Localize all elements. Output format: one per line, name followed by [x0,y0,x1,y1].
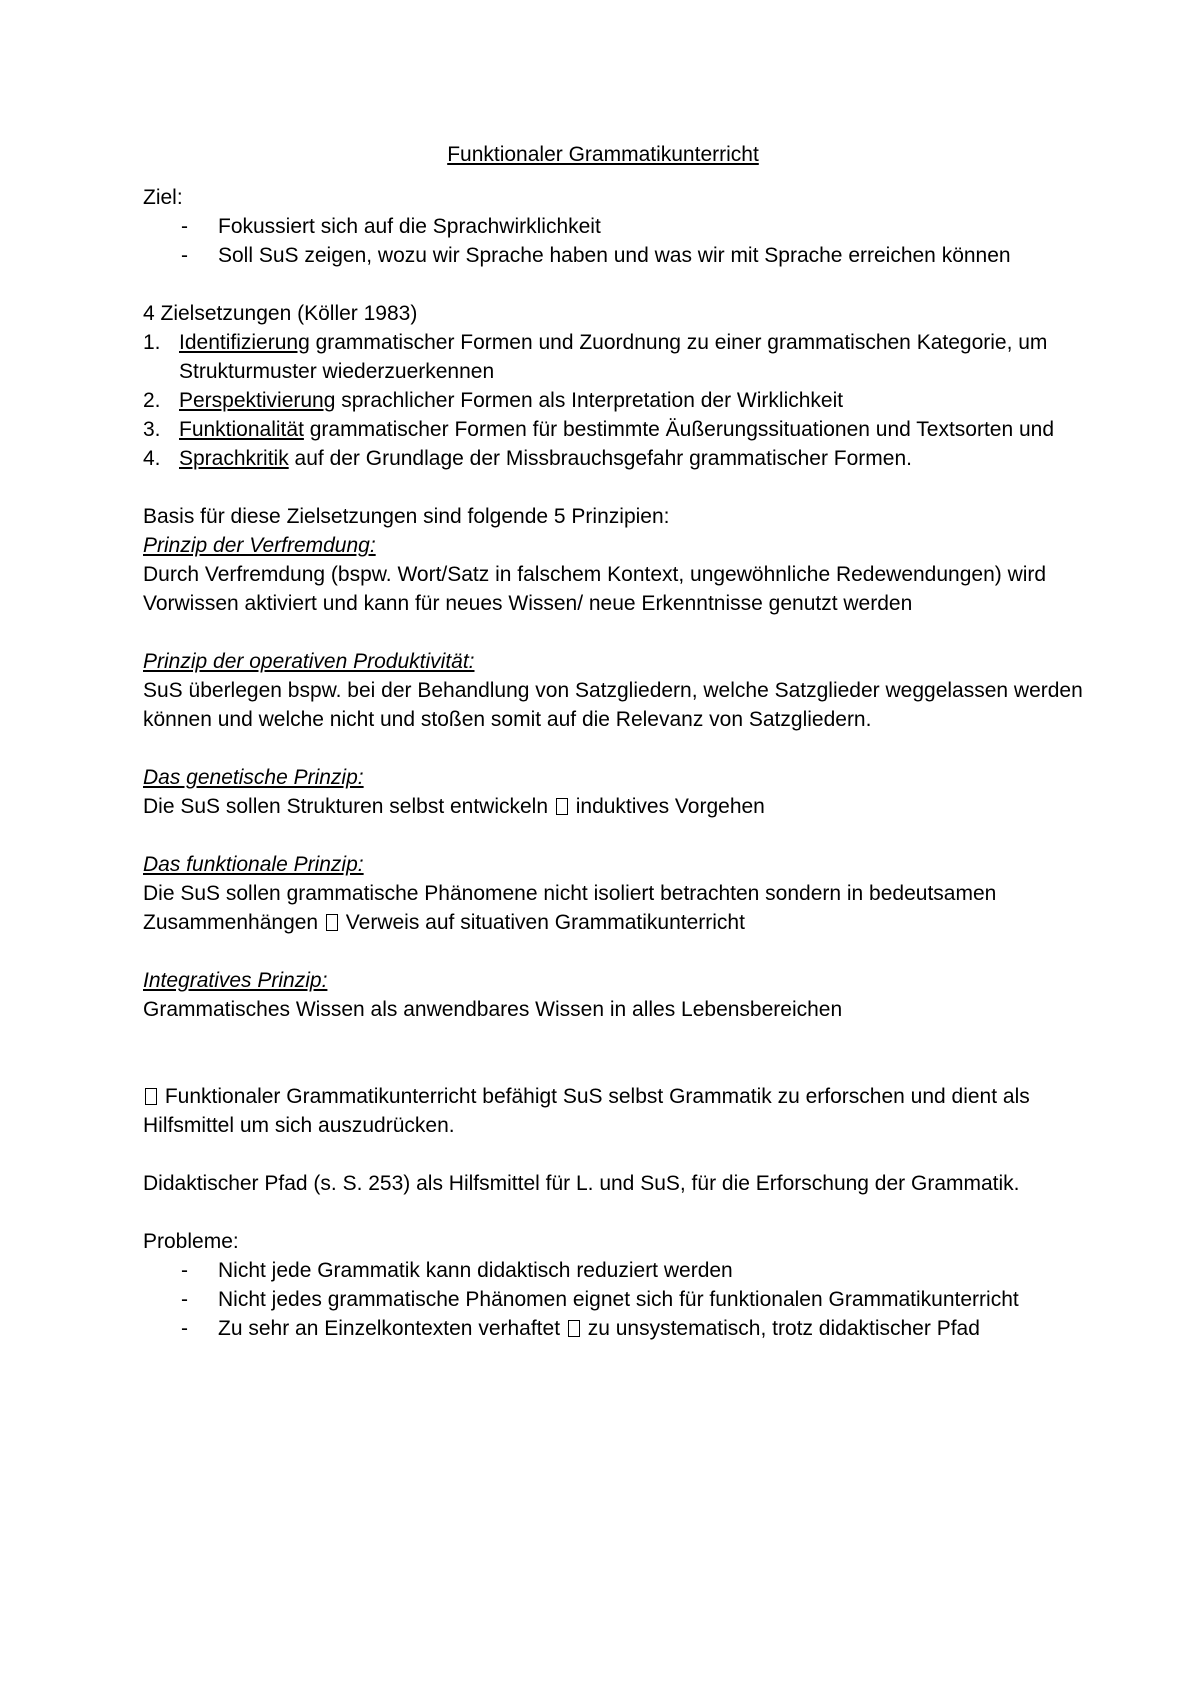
funktional-heading: Das funktionale Prinzip: [143,853,364,876]
page-title: Funktionaler Grammatikunterricht [447,143,759,166]
list-item: 3. Funktionalität grammatischer Formen für bestimmte Äußerungssituationen und Textsorten und [143,418,1055,441]
verfremdung-heading: Prinzip der Verfremdung: [143,534,376,557]
genetisch-heading: Das genetische Prinzip: [143,766,364,789]
arrow-icon [145,1088,157,1105]
probleme-list [143,1256,1083,1343]
fazit-text: Funktionaler Grammatikunterricht befähigt SuS selbst Grammatik zu erforschen und dient als Hilfsmittel um sich auszudrücken. [143,1085,1030,1137]
list-item: 2. Perspektivierung sprachlicher Formen als Interpretation der Wirklichkeit [143,389,844,412]
pfad-text: Didaktischer Pfad (s. S. 253) als Hilfsmittel für L. und SuS, für die Erforschung der Grammatik. [143,1172,1020,1195]
arrow-icon [556,798,568,815]
list-item: 4. Sprachkritik auf der Grundlage der Missbrauchsgefahr grammatischer Formen. [143,447,912,470]
list-item: - Zu sehr an Einzelkontexten verhaftet zu unsystematisch, trotz didaktischer Pfad [181,1317,980,1340]
zielsetzungen-heading: 4 Zielsetzungen (Köller 1983) [143,302,418,325]
verfremdung-text: Durch Verfremdung (bspw. Wort/Satz in falschem Kontext, ungewöhnliche Redewendungen) wird Vorwissen aktiviert und kann für neues Wissen/ neue Erkenntnisse genutzt werden [143,563,1047,615]
probleme-label: Probleme: [143,1230,239,1253]
funktional-text: Die SuS sollen grammatische Phänomene nicht isoliert betrachten sondern in bedeutsamen Zusammenhängen Verweis auf situativen Grammatikunterricht [143,882,997,934]
zielsetzungen-list [143,328,1083,473]
genetisch-text: Die SuS sollen Strukturen selbst entwickeln induktives Vorgehen [143,795,765,818]
integrativ-heading: Integratives Prinzip: [143,969,328,992]
prinzipien-intro: Basis für diese Zielsetzungen sind folgende 5 Prinzipien: [143,505,670,528]
list-item: - Nicht jede Grammatik kann didaktisch reduziert werden [181,1259,733,1282]
ziel-list [143,212,1083,270]
arrow-icon [326,914,338,931]
integrativ-text: Grammatisches Wissen als anwendbares Wissen in alles Lebensbereichen [143,998,843,1021]
list-item: - Soll SuS zeigen, wozu wir Sprache haben und was wir mit Sprache erreichen können [181,244,1011,267]
operativ-text: SuS überlegen bspw. bei der Behandlung von Satzgliedern, welche Satzglieder weggelassen werden können und welche nicht und stoßen somit auf die Relevanz von Satzgliedern. [143,679,1083,731]
list-item: - Nicht jedes grammatische Phänomen eignet sich für funktionalen Grammatikunterricht [181,1288,1019,1311]
arrow-icon [568,1320,580,1337]
operativ-heading: Prinzip der operativen Produktivität: [143,650,475,673]
list-item: 1. Identifizierung grammatischer Formen und Zuordnung zu einer grammatischen Kategorie, um Strukturmuster wiederzuerkennen [143,331,1048,383]
ziel-label: Ziel: [143,186,183,209]
list-item: - Fokussiert sich auf die Sprachwirklichkeit [181,215,601,238]
document-page [143,140,1083,1343]
